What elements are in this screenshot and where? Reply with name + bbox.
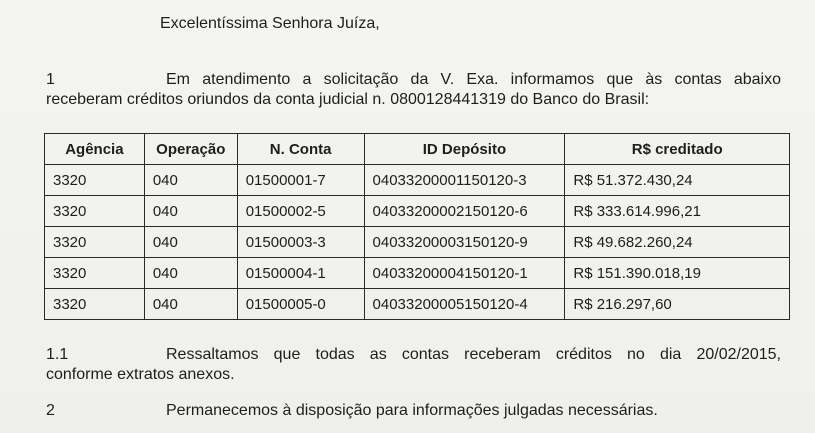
cell-creditado: R$ 216.297,60 (565, 289, 790, 320)
salutation: Excelentíssima Senhora Juíza, (160, 15, 380, 32)
header-operacao: Operação (144, 134, 237, 165)
cell-operacao: 040 (144, 227, 237, 258)
paragraph-1-1 (46, 345, 781, 385)
paragraph-2 (46, 401, 781, 421)
header-conta: N. Conta (237, 134, 364, 165)
cell-conta: 01500003-3 (237, 227, 364, 258)
cell-conta: 01500005-0 (237, 289, 364, 320)
deposits-table (44, 133, 790, 320)
cell-creditado: R$ 333.614.996,21 (565, 196, 790, 227)
table-row (45, 227, 790, 258)
cell-agencia: 3320 (45, 258, 145, 289)
cell-agencia: 3320 (45, 289, 145, 320)
cell-operacao: 040 (144, 258, 237, 289)
cell-agencia: 3320 (45, 165, 145, 196)
cell-id-deposito: 04033200002150120-6 (364, 196, 565, 227)
cell-operacao: 040 (144, 196, 237, 227)
paragraph-1 (46, 70, 781, 110)
cell-operacao: 040 (144, 289, 237, 320)
table-row (45, 196, 790, 227)
paragraph-number: 1 (46, 71, 55, 88)
table-header-row (45, 134, 790, 165)
cell-id-deposito: 04033200001150120-3 (364, 165, 565, 196)
cell-creditado: R$ 49.682.260,24 (565, 227, 790, 258)
cell-agencia: 3320 (45, 196, 145, 227)
cell-creditado: R$ 151.390.018,19 (565, 258, 790, 289)
header-agencia: Agência (45, 134, 145, 165)
table-row (45, 289, 790, 320)
cell-operacao: 040 (144, 165, 237, 196)
cell-conta: 01500002-5 (237, 196, 364, 227)
paragraph-number: 1.1 (46, 346, 69, 363)
cell-creditado: R$ 51.372.430,24 (565, 165, 790, 196)
cell-agencia: 3320 (45, 227, 145, 258)
cell-conta: 01500001-7 (237, 165, 364, 196)
table-row (45, 258, 790, 289)
paragraph-number: 2 (46, 402, 55, 419)
cell-conta: 01500004-1 (237, 258, 364, 289)
header-creditado: R$ creditado (565, 134, 790, 165)
cell-id-deposito: 04033200004150120-1 (364, 258, 565, 289)
cell-id-deposito: 04033200003150120-9 (364, 227, 565, 258)
table-row (45, 165, 790, 196)
paragraph-text-line: Ressaltamos que todas as contas receberam créditos no dia 20/02/2015, (166, 346, 781, 363)
paragraph-text-line: conforme extratos anexos. (46, 366, 235, 383)
header-id-deposito: ID Depósito (364, 134, 565, 165)
paragraph-text-line: receberam créditos oriundos da conta judicial n. 0800128441319 do Banco do Brasil: (46, 91, 650, 108)
paragraph-text-line: Em atendimento a solicitação da V. Exa. informamos que às contas abaixo (166, 71, 781, 88)
cell-id-deposito: 04033200005150120-4 (364, 289, 565, 320)
paragraph-text-line: Permanecemos à disposição para informações julgadas necessárias. (166, 402, 658, 419)
